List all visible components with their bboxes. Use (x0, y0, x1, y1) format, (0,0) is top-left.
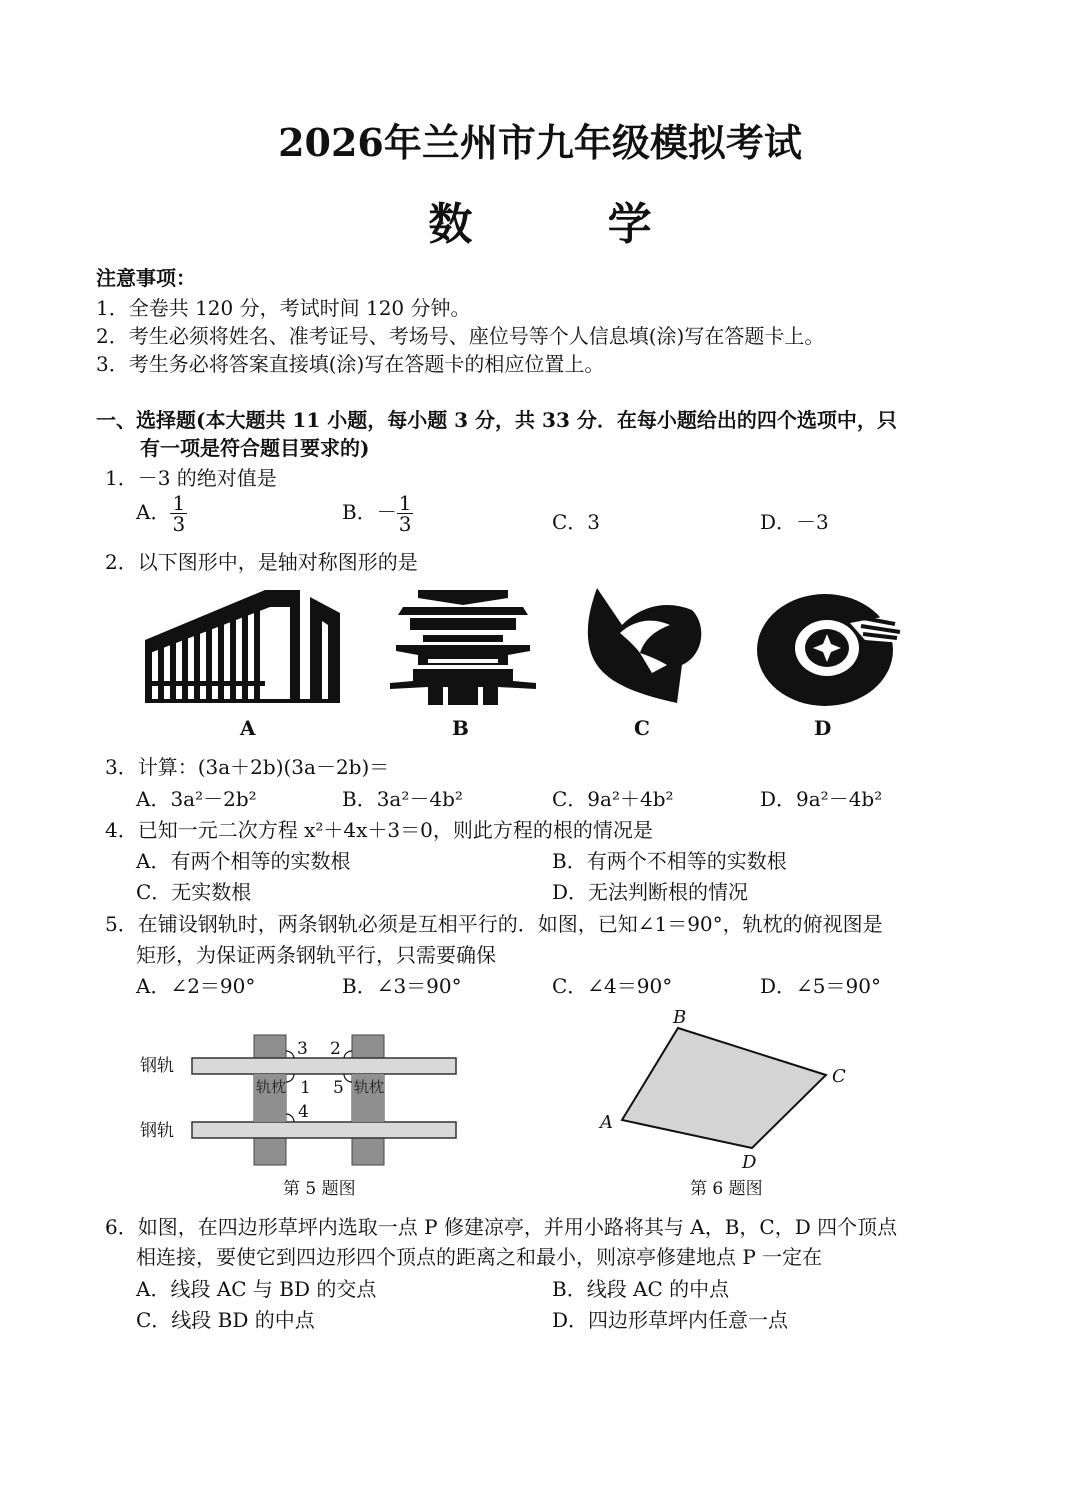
section-heading-line2: 有一项是符合题目要求的) (140, 436, 370, 460)
section-heading-line1: 一、选择题(本大题共 11 小题，每小题 3 分，共 33 分．在每小题给出的四个选项中，只 (96, 408, 897, 432)
vertex-label-c: C (832, 1066, 846, 1087)
figure-6-quadrilateral-diagram (590, 1008, 870, 1173)
q1-stem: 1．－3 的绝对值是 (105, 466, 277, 490)
q4-option-d: D．无法判断根的情况 (552, 880, 749, 904)
figure-5-rails-diagram (140, 1025, 470, 1170)
q6-option-a: A．线段 AC 与 BD 的交点 (136, 1277, 377, 1301)
q2-label-a: A (240, 716, 256, 740)
q6-option-b: B．线段 AC 的中点 (552, 1277, 730, 1301)
q3-option-c: C．9a²＋4b² (552, 787, 674, 811)
q6-option-c: C．线段 BD 的中点 (136, 1308, 315, 1332)
q2-figure-a-building-icon (140, 585, 345, 705)
fraction (170, 493, 187, 534)
angle-label-5: 5 (333, 1078, 344, 1098)
q5-stem-line1: 5．在铺设钢轨时，两条钢轨必须是互相平行的．如图，已知∠1＝90°，轨枕的俯视图是 (105, 912, 883, 936)
q1-option-b (342, 493, 413, 534)
q5-option-d: D．∠5＝90° (760, 974, 881, 998)
q5-option-a: A．∠2＝90° (136, 974, 256, 998)
q2-label-b: B (452, 716, 469, 740)
notice-item-2: 2．考生必须将姓名、准考证号、考场号、座位号等个人信息填(涂)写在答题卡上。 (96, 324, 825, 348)
fraction (397, 493, 414, 534)
exam-title: 2026年兰州市九年级模拟考试 (278, 120, 802, 165)
q4-option-b: B．有两个不相等的实数根 (552, 849, 787, 873)
q2-label-c: C (634, 716, 650, 740)
vertex-label-a: A (600, 1112, 613, 1133)
q1-option-a (136, 493, 187, 534)
q5-option-c: C．∠4＝90° (552, 974, 673, 998)
notice-item-1: 1．全卷共 120 分，考试时间 120 分钟。 (96, 296, 471, 320)
q4-option-a: A．有两个相等的实数根 (136, 849, 351, 873)
notice-heading: 注意事项： (96, 266, 196, 290)
q4-stem: 4．已知一元二次方程 x²＋4x＋3＝0，则此方程的根的情况是 (105, 818, 653, 842)
sleeper-label-right-1: 轨枕 (354, 1078, 385, 1096)
fraction-numerator: 1 (398, 491, 412, 515)
q2-figure-c-swirl-icon (582, 585, 707, 710)
fraction-denominator: 3 (172, 512, 186, 536)
q3-option-b: B．3a²－4b² (342, 787, 463, 811)
q3-option-a: A．3a²－2b² (136, 787, 257, 811)
q1-option-a-label: A． (136, 500, 171, 524)
vertex-label-d: D (742, 1152, 757, 1173)
angle-label-2: 2 (330, 1039, 341, 1059)
fraction-numerator: 1 (172, 491, 186, 515)
q2-label-d: D (814, 716, 832, 740)
q4-option-c: C．无实数根 (136, 880, 252, 904)
q2-figure-b-pavilion-icon (388, 585, 538, 710)
rail-label-bottom: 钢轨 (140, 1121, 174, 1141)
rail-label-top: 钢轨 (140, 1056, 174, 1076)
angle-label-4: 4 (298, 1102, 309, 1122)
q3-option-d: D．9a²－4b² (760, 787, 883, 811)
q6-option-d: D．四边形草坪内任意一点 (552, 1308, 789, 1332)
figure-6-caption: 第 6 题图 (690, 1179, 763, 1199)
subject-title: 数 学 (428, 199, 712, 250)
q1-option-b-label: B．－ (342, 500, 397, 524)
fraction-denominator: 3 (398, 512, 412, 536)
q6-stem-line1: 6．如图，在四边形草坪内选取一点 P 修建凉亭，并用小路将其与 A，B，C，D 四个顶点 (105, 1215, 898, 1239)
sleeper-label-left-1: 轨枕 (256, 1078, 287, 1096)
q2-stem: 2．以下图形中，是轴对称图形的是 (105, 550, 418, 574)
q6-stem-line2: 相连接，要使它到四边形四个顶点的距离之和最小，则凉亭修建地点 P 一定在 (136, 1245, 823, 1269)
vertex-label-b: B (673, 1008, 687, 1028)
q2-figure-d-ring-logo-icon (755, 588, 905, 710)
q3-stem: 3．计算：(3a＋2b)(3a－2b)＝ (105, 755, 390, 779)
q1-option-d: D．－3 (760, 510, 829, 534)
notice-item-3: 3．考生务必将答案直接填(涂)写在答题卡的相应位置上。 (96, 352, 605, 376)
figure-5-caption: 第 5 题图 (283, 1179, 356, 1199)
angle-label-3: 3 (297, 1039, 308, 1059)
q5-option-b: B．∠3＝90° (342, 974, 462, 998)
q5-stem-line2: 矩形，为保证两条钢轨平行，只需要确保 (136, 943, 496, 967)
q1-option-c: C．3 (552, 510, 601, 534)
angle-label-1: 1 (300, 1078, 311, 1098)
